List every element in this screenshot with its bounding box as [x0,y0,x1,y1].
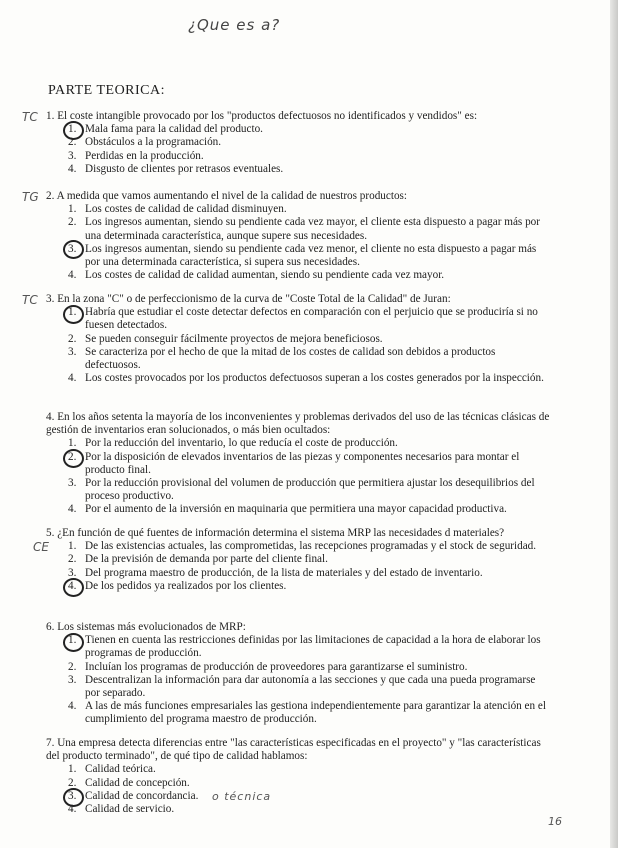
option-number: 4. [68,803,77,816]
option-number: 4. [68,372,77,385]
question-2 [46,190,550,282]
option-text: Habría que estudiar el coste detectar defectos en comparación con el perjuicio que se produciría si no fuesen detectados. [85,306,538,332]
margin-mark-q1: TC [22,110,38,124]
option-text: Por el aumento de la inversión en maquinaria que permitiera una mayor capacidad productiva. [85,503,507,516]
option-number: 2. [68,450,77,463]
option [46,567,550,580]
option-number: 3. [68,789,77,802]
option [46,243,550,269]
page-number: 16 [548,815,562,828]
option-text: Calidad teórica. [85,763,156,776]
option [46,634,550,660]
option [46,790,550,803]
option [46,346,550,372]
option [46,136,550,149]
option-text: Incluían los programas de producción de proveedores para garantizarse el suministro. [85,660,468,673]
option-text: Los ingresos aumentan, siendo su pendiente cada vez menor, el cliente no esta dispuesto a pagar más por una determinada característica, si supera sus necesidades. [85,242,537,269]
option-number: 4. [68,700,77,713]
option-number: 1. [68,123,77,136]
question-stem: 4. En los años setenta la mayoría de los inconvenientes y problemas derivados del uso de las técnicas clásicas de gestión de inventarios eran solucionados, o más bien ocultados: [46,411,550,437]
option [46,451,550,477]
option-number: 4. [68,269,77,282]
option-text: Obstáculos a la programación. [85,136,222,149]
option-number: 1. [68,437,77,450]
option [46,503,550,516]
question-stem: 3. En la zona "C" o de perfeccionismo de la curva de "Coste Total de la Calidad" de Juran: [46,293,451,305]
option-text: Por la reducción del inventario, lo que reducía el coste de producción. [85,437,398,450]
option-text: De la previsión de demanda por parte del cliente final. [85,553,328,566]
question-1 [46,110,550,176]
option-text: Por la disposición de elevados inventarios de las piezas y componentes necesarios para montar el producto final. [85,450,520,476]
question-stem: 2. A medida que vamos aumentando el nivel de la calidad de nuestros productos: [46,190,408,202]
option [46,580,550,593]
option-number: 1. [68,763,77,776]
option [46,216,550,242]
option-text: Los costes de calidad de calidad aumentan, siendo su pendiente cada vez mayor. [85,269,445,282]
option-text: Disgusto de clientes por retrasos eventuales. [85,162,284,175]
option-number: 2. [68,332,77,345]
option [46,763,550,776]
question-6 [46,621,550,727]
option [46,661,550,674]
option [46,803,550,816]
option-number: 1. [68,203,77,216]
option-text: Se caracteriza por el hecho de que la mitad de los costes de calidad son debidos a productos defectuosos. [85,345,496,372]
section-title: PARTE TEORICA: [48,83,166,98]
margin-mark-q2: TG [22,190,39,204]
option [46,123,550,136]
option-number: 3. [68,477,77,490]
option-text: Los costes de calidad de calidad disminuyen. [85,203,287,216]
option-number: 3. [68,345,77,358]
option-text: Los ingresos aumentan, siendo su pendiente cada vez mayor, el cliente esta dispuesto a pagar más por una determinada característica, aunque supere sus necesidades. [85,216,540,242]
option [46,477,550,503]
option-number: 4. [68,503,77,516]
option-number: 1. [68,540,77,553]
option-number: 1. [68,306,77,319]
question-4 [46,411,550,517]
option-number: 4. [68,162,77,175]
option [46,203,550,216]
option-number: 2. [68,136,77,149]
option-number: 4. [68,579,77,592]
question-stem: 6. Los sistemas más evolucionados de MRP: [46,621,246,633]
option-number: 1. [68,634,77,647]
option-number: 3. [68,673,77,686]
option-text: Del programa maestro de producción, de la lista de materiales y del estado de inventario. [85,566,483,579]
option-text: A las de más funciones empresariales las gestiona independientemente para garantizar la atención en el cumplimiento del programa maestro de producción. [85,700,546,726]
option [46,163,550,176]
option [46,306,550,332]
handwritten-top-note: ¿Que es a? [188,16,281,34]
option [46,777,550,790]
option [46,553,550,566]
question-3 [46,293,550,385]
option-text: Los costes provocados por los productos defectuosos superan a los costes generados por la inspección. [85,372,544,385]
option [46,333,550,346]
margin-mark-q3: TC [22,293,38,307]
margin-mark-q5: CE [33,540,49,554]
question-stem: 7. Una empresa detecta diferencias entre "las características especificadas en el proyecto" y "las características del producto terminado", de qué tipo de calidad hablamos: [46,737,541,763]
option-number: 2. [68,216,77,229]
option-text: Descentralizan la información para dar autonomía a las secciones y que cada una pueda programarse por separado. [85,673,536,700]
option-text: Calidad de concordancia. [85,789,199,802]
option-text: Calidad de servicio. [85,803,175,816]
question-stem: 5. ¿En función de qué fuentes de información determina el sistema MRP las necesidades d materiales? [46,527,505,539]
option [46,700,550,726]
option-number: 3. [68,149,77,162]
option-text: Mala fama para la calidad del producto. [85,123,263,136]
question-7 [46,737,550,816]
option-number: 2. [68,776,77,789]
option-text: De las existencias actuales, las comprometidas, las recepciones programadas y el stock de seguridad. [85,540,537,553]
question-5 [46,527,550,593]
option-text: Calidad de concepción. [85,776,190,789]
option [46,674,550,700]
option-text: De los pedidos ya realizados por los clientes. [85,579,287,592]
handwritten-side-note: o técnica [212,790,272,803]
option [46,372,550,385]
option [46,437,550,450]
option [46,540,550,553]
option-text: Perdidas en la producción. [85,149,204,162]
option-number: 2. [68,660,77,673]
option-text: Por la reducción provisional del volumen de producción que permitiera ajustar los desequilibrios del proceso productivo. [85,477,535,503]
option [46,150,550,163]
option-number: 3. [68,566,77,579]
option-number: 2. [68,553,77,566]
scan-edge [610,0,618,848]
question-stem: 1. El coste intangible provocado por los "productos defectuosos no identificados y vendidos" es: [46,110,478,122]
option-number: 3. [68,242,77,255]
option-text: Se pueden conseguir fácilmente proyectos de mejora beneficiosos. [85,332,383,345]
option [46,269,550,282]
option-text: Tienen en cuenta las restricciones definidas por las limitaciones de capacidad a la hora de elaborar los programas de producción. [85,634,541,660]
